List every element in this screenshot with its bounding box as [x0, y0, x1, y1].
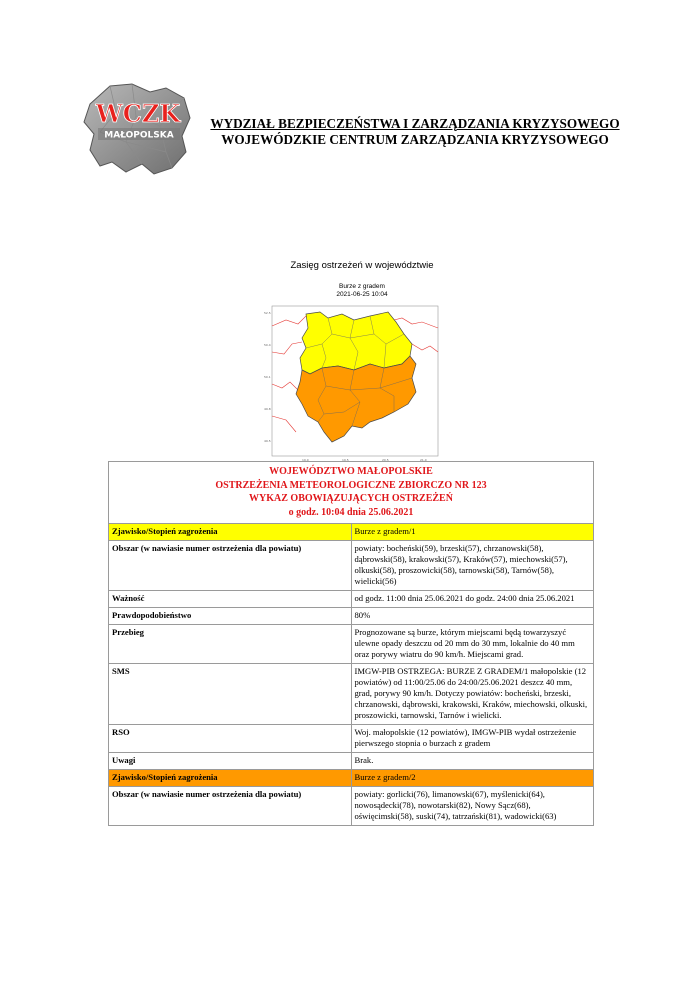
organization-name [200, 116, 630, 148]
map-phenomenon: Burze z gradem [339, 283, 385, 290]
row-label: Obszar (w nawiasie numer ostrzeżenia dla powiatu) [109, 787, 352, 826]
row-label: Ważność [109, 591, 352, 608]
row-label: Przebieg [109, 625, 352, 664]
table-row [109, 787, 594, 826]
table-header [109, 462, 594, 524]
row-value: powiaty: gorlicki(76), limanowski(67), myślenicki(64), nowosądecki(78), nowotarski(82), Nowy Sącz(68), oświęcimski(58), suski(74), tatrzański(81), wadowicki(63) [351, 787, 594, 826]
row-label: SMS [109, 664, 352, 725]
table-row [109, 625, 594, 664]
svg-text:21.0: 21.0 [420, 458, 427, 462]
svg-text:19.5: 19.5 [342, 458, 349, 462]
svg-text:49.8: 49.8 [264, 407, 271, 411]
table-row [109, 753, 594, 770]
malopolska-map-logo-icon [80, 82, 192, 177]
voivodeship-title: WOJEWÓDZTWO MAŁOPOLSKIE [269, 466, 433, 477]
table-row [109, 591, 594, 608]
row-label: Prawdopodobieństwo [109, 608, 352, 625]
svg-text:49.5: 49.5 [264, 439, 271, 443]
row-value: Prognozowane są burze, którym miejscami będą towarzyszyć ulewne opady deszczu od 20 mm do 30 mm, lokalnie do 40 mm oraz porywy wiatru do 90 km/h. Miejscami grad. [351, 625, 594, 664]
row-label: RSO [109, 725, 352, 753]
map-title: Zasięg ostrzeżeń w województwie [290, 260, 434, 271]
table-row [109, 524, 594, 541]
row-label: Uwagi [109, 753, 352, 770]
warnings-timestamp: o godz. 10:04 dnia 25.06.2021 [288, 506, 414, 518]
warnings-list-title: WYKAZ OBOWIĄZUJĄCYCH OSTRZEŻEŃ [249, 493, 453, 504]
table-row [109, 608, 594, 625]
row-value: 80% [351, 608, 594, 625]
svg-text:20.5: 20.5 [382, 458, 389, 462]
table-row [109, 541, 594, 591]
svg-text:50.1: 50.1 [264, 375, 271, 379]
warnings-number: OSTRZEŻENIA METEOROLOGICZNE ZBIORCZO NR 123 [215, 479, 487, 491]
row-value: powiaty: bocheński(59), brzeski(57), chrzanowski(58), dąbrowski(58), krakowski(57), Kraków(57), miechowski(57), olkuski(58), proszowicki(58), tarnowski(58), Tarnów(58), wielicki(56) [351, 541, 594, 591]
map-subtitle [262, 283, 462, 299]
row-label: Zjawisko/Stopień zagrożenia [109, 524, 352, 541]
center-title: WOJEWÓDZKIE CENTRUM ZARZĄDZANIA KRYZYSOWEGO [221, 132, 609, 147]
document-header [80, 82, 640, 177]
warnings-table [108, 461, 594, 826]
row-label: Zjawisko/Stopień zagrożenia [109, 770, 352, 787]
warning-zone-level1 [300, 312, 412, 374]
department-title: WYDZIAŁ BEZPIECZEŃSTWA I ZARZĄDZANIA KRYZYSOWEGO [210, 116, 620, 131]
row-value: Burze z gradem/2 [351, 770, 594, 787]
svg-text:52.5: 52.5 [264, 311, 271, 315]
table-row [109, 725, 594, 753]
map-datetime: 2021-06-25 10:04 [336, 291, 388, 298]
table-row [109, 664, 594, 725]
svg-text:19.0: 19.0 [302, 458, 309, 462]
warning-map [262, 256, 440, 466]
row-value: Brak. [351, 753, 594, 770]
row-value: od godz. 11:00 dnia 25.06.2021 do godz. 24:00 dnia 25.06.2021 [351, 591, 594, 608]
row-value: IMGW-PIB OSTRZEGA: BURZE Z GRADEM/1 małopolskie (12 powiatów) od 11:00/25.06 do 24:00/25.06.2021 deszcz 40 mm, grad, porywy 90 km/h. Dotyczy powiatów: bocheński, brzeski, chrzanowski, dąbrowski, krakowski, Kraków, miechowski, olkuski, proszowicki, tarnowski, Tarnów i wielicki. [351, 664, 594, 725]
table-row [109, 770, 594, 787]
svg-text:WCZK: WCZK [95, 99, 181, 128]
wczk-logo [80, 82, 192, 177]
svg-text:MAŁOPOLSKA: MAŁOPOLSKA [104, 130, 174, 141]
row-value: Woj. małopolskie (12 powiatów), IMGW-PIB wydał ostrzeżenie pierwszego stopnia o burzach z gradem [351, 725, 594, 753]
row-value: Burze z gradem/1 [351, 524, 594, 541]
svg-text:50.4: 50.4 [264, 343, 271, 347]
region-map [262, 304, 440, 464]
row-label: Obszar (w nawiasie numer ostrzeżenia dla powiatu) [109, 541, 352, 591]
